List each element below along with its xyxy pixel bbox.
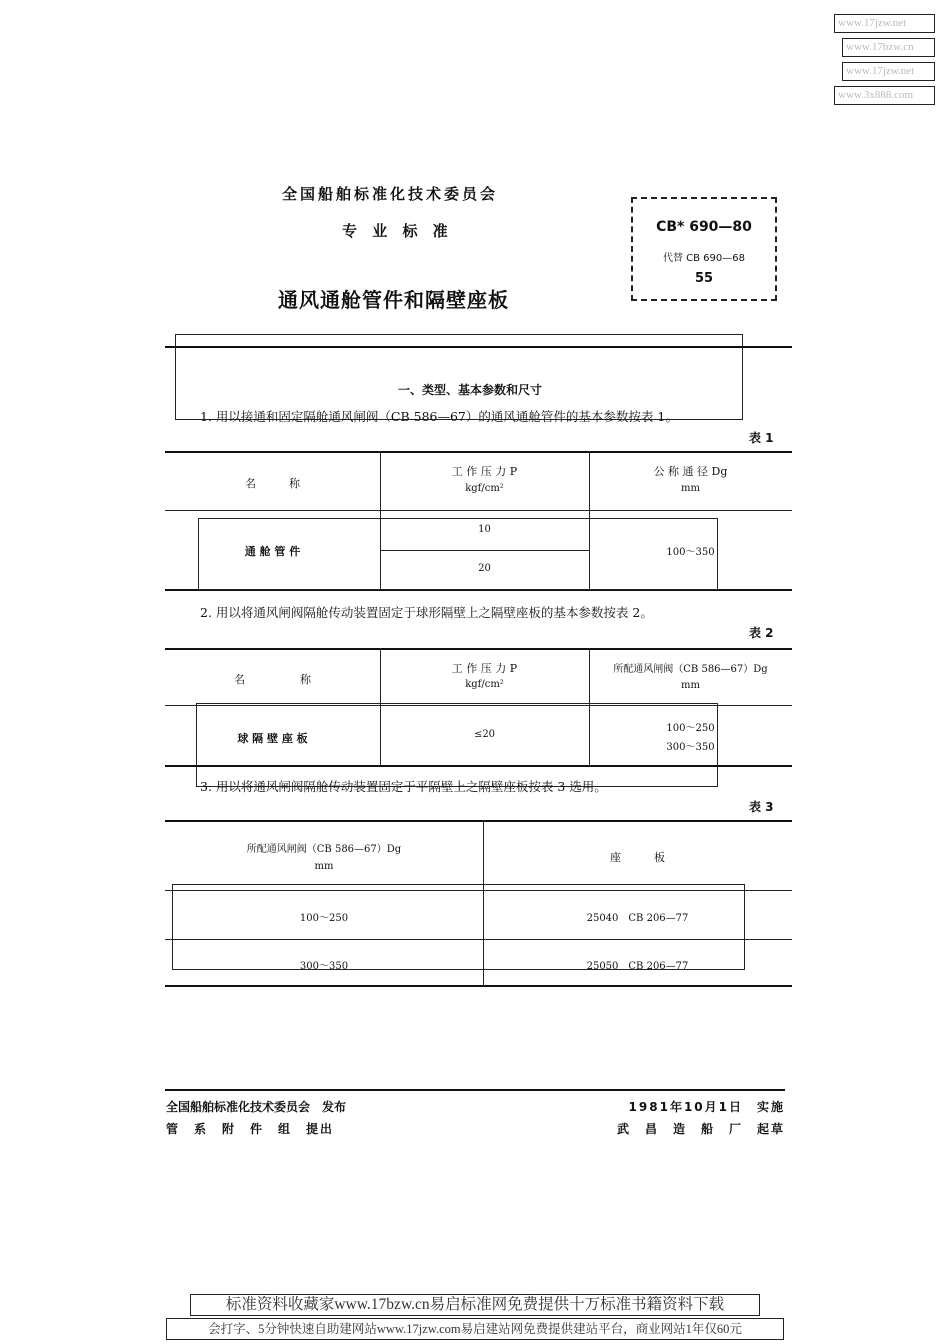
table1-header-name: 名 称 xyxy=(245,477,300,490)
footer-date: 1981年10月1日 实施 xyxy=(628,1100,785,1114)
table3-header-valve-unit: mm xyxy=(314,861,334,872)
table2-top-rule xyxy=(165,648,792,650)
table2-header-valve-unit: mm xyxy=(681,680,700,691)
table1-pressure-value: 20 xyxy=(478,563,491,574)
paragraph-2: 2. 用以将通风闸阀隔舱传动装置固定于球形隔壁上之隔壁座板的基本参数按表 2。 xyxy=(200,605,653,620)
table1-row-name: 通 舱 管 件 xyxy=(244,545,301,558)
table2-valve-value: 300～350 xyxy=(666,742,715,753)
table2-header-pressure: 工 作 压 力 P xyxy=(451,662,518,675)
table1-header-pressure: 工 作 压 力 P xyxy=(451,465,518,478)
watermark-box: www.17jzw.net xyxy=(842,62,935,81)
table1-top-rule xyxy=(165,451,792,453)
table3-label: 表 3 xyxy=(749,800,774,814)
table1-header-pressure-unit: kgf/cm² xyxy=(465,483,504,494)
table3-bottom-rule xyxy=(165,985,792,987)
footer-proposer: 管 系 附 件 组 提出 xyxy=(166,1122,335,1136)
table3-valve-value: 100～250 xyxy=(299,913,349,924)
standard-code: CB* 690—80 xyxy=(656,219,752,235)
table3-plate-value: 25050 CB 206—77 xyxy=(586,961,689,972)
watermark-box: www.17jzw.net xyxy=(834,14,935,33)
table1-label: 表 1 xyxy=(749,431,774,445)
table3-header-plate: 座 板 xyxy=(610,851,665,864)
table1-diameter-value: 100～350 xyxy=(666,547,715,558)
promo-banner[interactable]: 会打字、5分钟快速自助建网站www.17jzw.com易启建站网免费提供建站平台，商业网站1年仅60元 xyxy=(166,1318,784,1340)
table1-header-rule xyxy=(165,510,792,511)
table2-pressure-value: ≤20 xyxy=(473,729,496,740)
footer-rule xyxy=(165,1089,785,1091)
footer-drafter: 武 昌 造 船 厂 起草 xyxy=(616,1122,785,1136)
standard-number: 55 xyxy=(694,271,714,286)
replaces-code: 代替 CB 690—68 xyxy=(662,253,745,264)
table3-header-valve: 所配通风闸阀（CB 586—67）Dg xyxy=(246,844,402,855)
section-heading: 一、类型、基本参数和尺寸 xyxy=(398,383,543,397)
table1-pressure-value: 10 xyxy=(478,524,491,535)
paragraph-1: 1. 用以接通和固定隔舱通风闸阀（CB 586—67）的通风通舱管件的基本参数按表 1。 xyxy=(200,409,678,424)
table3-plate-value: 25040 CB 206—77 xyxy=(586,913,689,924)
standard-code-box xyxy=(631,197,777,301)
table2-row-name: 球 隔 壁 座 板 xyxy=(237,732,308,745)
standard-category: 专 业 标 准 xyxy=(342,222,453,240)
table2-header-valve: 所配通风闸阀（CB 586—67）Dg xyxy=(613,664,768,675)
table2-valve-value: 100～250 xyxy=(666,723,715,734)
table2-header-pressure-unit: kgf/cm² xyxy=(465,679,504,690)
watermark-box: www.17bzw.cn xyxy=(842,38,935,57)
org-name: 全国船舶标准化技术委员会 xyxy=(282,185,499,203)
page-title: 通风通舱管件和隔壁座板 xyxy=(278,288,509,312)
table1-header-diameter: 公 称 通 径 Dg xyxy=(653,465,728,478)
footer-publisher: 全国船舶标准化技术委员会 发布 xyxy=(166,1100,347,1114)
table2-label: 表 2 xyxy=(749,626,774,640)
table2-header-name: 名 称 xyxy=(234,673,311,686)
promo-banner[interactable]: 标准资料收藏家www.17bzw.cn易启标准网免费提供十万标准书籍资料下载 xyxy=(190,1294,760,1316)
table1-header-diameter-unit: mm xyxy=(681,483,700,494)
table3-top-rule xyxy=(165,820,792,822)
paragraph-3: 3. 用以将通风闸阀隔舱传动装置固定于平隔壁上之隔壁座板按表 3 选用。 xyxy=(200,779,607,794)
watermark-box: www.3x888.com xyxy=(834,86,935,105)
table3-valve-value: 300～350 xyxy=(299,961,349,972)
